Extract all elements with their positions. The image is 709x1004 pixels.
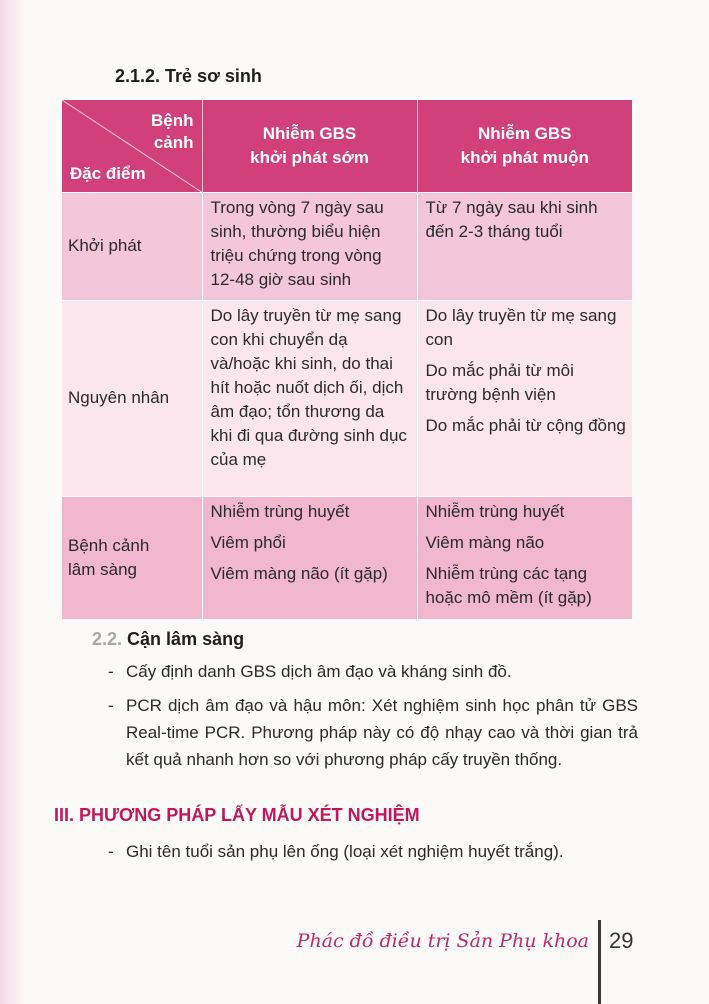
footer-book-title: Phác đồ điều trị Sản Phụ khoa [296,930,589,952]
cell-item: Nhiễm trùng các tạng hoặc mô mềm (ít gặp) [425,564,592,607]
cell-item: Do lây truyền từ mẹ sang con [425,306,617,349]
list-item [108,658,638,685]
header-early-onset [202,100,417,193]
list-item [108,692,638,773]
row-label-clinical [62,497,202,620]
gbs-comparison-table [62,100,632,619]
row-label-clinical-line1: Bệnh cảnh [68,535,150,555]
corner-top-line1: Bệnh [151,111,194,130]
section-3-heading: III. PHƯƠNG PHÁP LẤY MẪU XÉT NGHIỆM [54,805,420,825]
table-row-clinical [62,497,632,620]
cell-onset-late [417,193,632,301]
cell-clinical-late [417,497,632,620]
bullet-dash: - [108,842,114,861]
cell-item: Từ 7 ngày sau khi sinh đến 2-3 tháng tuổi [425,198,598,241]
page-number: 29 [609,928,634,953]
bullet-text: Cấy định danh GBS dịch âm đạo và kháng sinh đồ. [126,662,512,681]
bullet-text: Ghi tên tuổi sản phụ lên ống (loại xét nghiệm huyết trắng). [126,842,564,861]
header-late-line1: Nhiễm GBS [477,124,572,143]
row-label-cause: Nguyên nhân [62,301,202,497]
bullet-text: PCR dịch âm đạo và hậu môn: Xét nghiệm sinh học phân tử GBS Real-time PCR. Phương pháp này có độ nhạy cao và thời gian trả kết quả nhanh hơn so với phương pháp cấy truyền thống. [126,696,638,769]
cell-item: Nhiễm trùng huyết [210,502,350,521]
subsection-heading [92,629,244,650]
cell-item: Do lây truyền từ mẹ sang con khi chuyển dạ và/hoặc khi sinh, do thai hít hoặc nuốt dịch ối, dịch âm đạo; tổn thương da khi đi qua đường sinh dục của mẹ [210,306,407,469]
cell-item: Trong vòng 7 ngày sau sinh, thường biểu hiện triệu chứng trong vòng 12-48 giờ sau sinh [210,198,384,289]
corner-bottom-label: Đặc điểm [70,164,146,183]
cell-item: Viêm màng não (ít gặp) [210,564,388,583]
cell-item: Do mắc phải từ môi trường bệnh viện [425,361,574,404]
cell-item: Nhiễm trùng huyết [425,502,565,521]
cell-item: Viêm màng não [425,533,545,552]
header-late-line2: khởi phát muộn [460,148,589,167]
corner-top-line2: cảnh [153,133,194,152]
corner-header-cell [62,100,202,193]
bullet-dash: - [108,696,114,715]
subsection-number: 2.2. [92,629,123,649]
table-row-cause [62,301,632,497]
cell-cause-early [202,301,417,497]
cell-item: Do mắc phải từ cộng đồng [425,416,626,435]
page-edge-decoration [0,0,26,1004]
cell-clinical-early [202,497,417,620]
section-heading: 2.1.2. Trẻ sơ sinh [115,66,262,86]
row-label-clinical-line2: lâm sàng [68,559,137,579]
bullet-dash: - [108,662,114,681]
table-row-onset [62,193,632,301]
header-late-onset [417,100,632,193]
row-label-onset: Khởi phát [62,193,202,301]
corner-top-label [151,110,194,154]
cell-onset-early [202,193,417,301]
header-early-line2: khởi phát sớm [250,148,369,167]
subsection-title: Cận lâm sàng [127,629,245,649]
cell-item: Viêm phổi [210,533,286,552]
list-item [108,838,638,865]
footer-divider [598,920,601,1004]
header-early-line1: Nhiễm GBS [262,124,357,143]
cell-cause-late [417,301,632,497]
table-header-row [62,100,632,193]
